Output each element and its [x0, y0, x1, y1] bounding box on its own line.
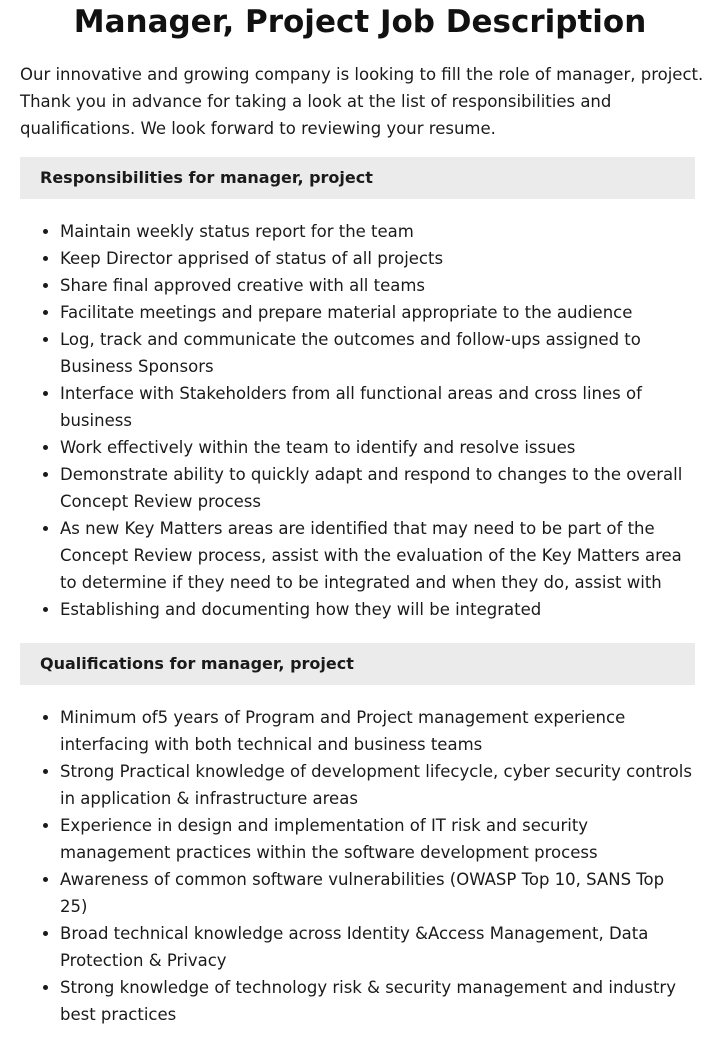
list-item: • Maintain weekly status report for the team	[60, 218, 695, 245]
list-item: • As new Key Matters areas are identified that may need to be part of the Concept Review process, assist with the evaluation of the Key Matters area to determine if they need to be integrated and when they do, assist with	[60, 515, 695, 596]
responsibilities-list	[20, 218, 695, 623]
list-item: • Minimum of5 years of Program and Project management experience interfacing with both technical and business teams	[60, 704, 695, 758]
list-item: • Interface with Stakeholders from all functional areas and cross lines of business	[60, 380, 695, 434]
list-item: • Keep Director apprised of status of all projects	[60, 245, 695, 272]
list-item: • Facilitate meetings and prepare material appropriate to the audience	[60, 299, 695, 326]
intro-paragraph: Our innovative and growing company is looking to fill the role of manager, project. Thank you in advance for taking a look at the list of responsibilities and qualifications. We look forward to reviewing your resume.	[20, 65, 704, 138]
qualifications-heading: Qualifications for manager, project	[20, 643, 695, 685]
list-item: • Strong knowledge of technology risk & security management and industry best practices	[60, 974, 695, 1028]
list-item: • Work effectively within the team to identify and resolve issues	[60, 434, 695, 461]
list-item: • Establishing and documenting how they will be integrated	[60, 596, 695, 623]
list-item: • Log, track and communicate the outcomes and follow-ups assigned to Business Sponsors	[60, 326, 695, 380]
responsibilities-heading: Responsibilities for manager, project	[20, 157, 695, 199]
list-item: • Share final approved creative with all teams	[60, 272, 695, 299]
list-item: • Demonstrate ability to quickly adapt and respond to changes to the overall Concept Review process	[60, 461, 695, 515]
list-item: • Strong Practical knowledge of development lifecycle, cyber security controls in application & infrastructure areas	[60, 758, 695, 812]
list-item: • Experience in design and implementation of IT risk and security management practices within the software development process	[60, 812, 695, 866]
list-item: • Broad technical knowledge across Identity &Access Management, Data Protection & Privacy	[60, 920, 695, 974]
page-title: Manager, Project Job Description	[73, 4, 647, 40]
list-item: • Awareness of common software vulnerabilities (OWASP Top 10, SANS Top 25)	[60, 866, 695, 920]
qualifications-list	[20, 704, 695, 1028]
